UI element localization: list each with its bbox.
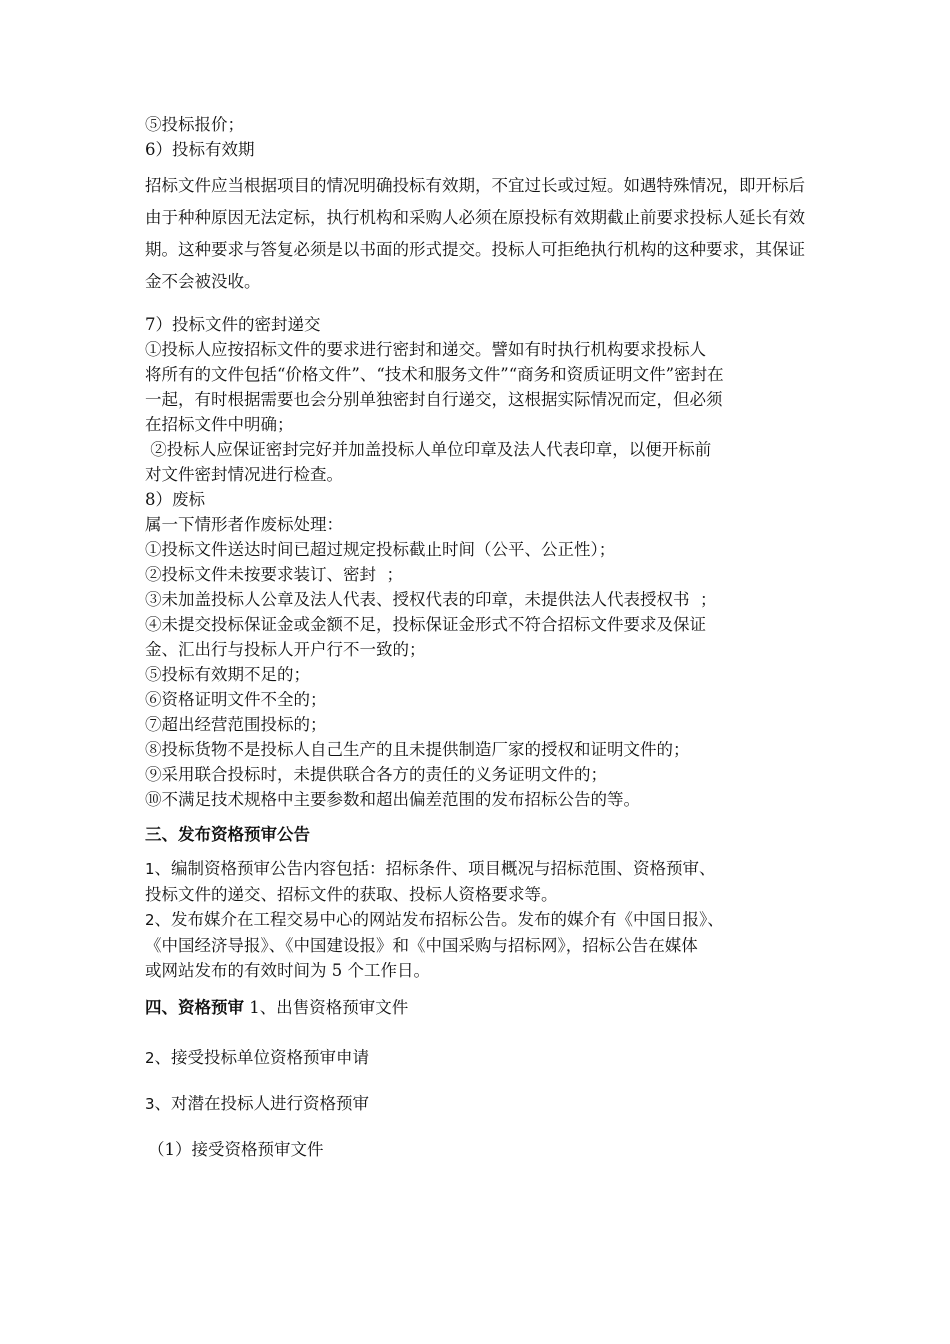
void-item: ⑩不满足技术规格中主要参数和超出偏差范围的发布招标公告的等。: [145, 790, 640, 809]
section-4-inline: 1、出售资格预审文件: [244, 998, 409, 1017]
void-item: ⑦超出经营范围投标的；: [145, 715, 327, 734]
section-4-title: 四、资格预审: [145, 998, 244, 1017]
section-3-item-cont: 《中国经济导报》、《中国建设报》和《中国采购与招标网》，招标公告在媒体: [145, 936, 698, 955]
void-item: ③未加盖投标人公章及法人代表、授权代表的印章，未提供法人代表授权书 ；: [145, 590, 717, 609]
void-item: ⑧投标货物不是投标人自己生产的且未提供制造厂家的授权和证明文件的；: [145, 740, 690, 759]
void-item: ⑥资格证明文件不全的；: [145, 690, 327, 709]
void-heading: 8）废标: [145, 490, 205, 509]
section-3-item: 2、发布媒介在工程交易中心的网站发布招标公告。发布的媒介有《中国日报》、: [145, 910, 724, 929]
document-page: [145, 112, 810, 1162]
void-item: ⑤投标有效期不足的；: [145, 665, 310, 684]
validity-paragraph: 招标文件应当根据项目的情况明确投标有效期，不宜过长或过短。如遇特殊情况，即开标后由于种种原因无法定标，执行机构和采购人必须在原投标有效期截止前要求投标人延长有效期。这种要求与答复必须是以书面的形式提交。投标人可拒绝执行机构的这种要求，其保证金不会被没收。: [145, 176, 805, 291]
seal-heading: 7）投标文件的密封递交: [145, 315, 321, 334]
seal-line: 一起，有时根据需要也会分别单独密封自行递交，这根据实际情况而定，但必须: [145, 390, 723, 409]
section-4-item: 2、接受投标单位资格预审申请: [145, 1048, 370, 1067]
void-item: ①投标文件送达时间已超过规定投标截止时间（公平、公正性）；: [145, 540, 616, 559]
void-item: ⑨采用联合投标时，未提供联合各方的责任的义务证明文件的；: [145, 765, 607, 784]
item-number: 1: [145, 860, 155, 878]
seal-line: 将所有的文件包括“价格文件”、“技术和服务文件”“商务和资质证明文件”密封在: [145, 365, 724, 384]
seal-line: ②投标人应保证密封完好并加盖投标人单位印章及法人代表印章，以便开标前: [145, 440, 712, 459]
last-item: （1）接受资格预审文件: [148, 1140, 324, 1159]
void-item: ④未提交投标保证金或金额不足，投标保证金形式不符合招标文件要求及保证: [145, 615, 706, 634]
bid-price-item: ⑤投标报价；: [145, 115, 244, 134]
void-item: ②投标文件未按要求装订、密封 ；: [145, 565, 403, 584]
void-item: 金、汇出行与投标人开户行不一致的；: [145, 640, 426, 659]
seal-line: 在招标文件中明确；: [145, 415, 294, 434]
section-3-item-cont: 投标文件的递交、招标文件的获取、投标人资格要求等。: [145, 885, 558, 904]
item-number: 2: [145, 911, 155, 929]
void-intro: 属一下情形者作废标处理：: [145, 515, 343, 534]
section-4-line: [145, 991, 810, 1025]
section-3-item: 1、编制资格预审公告内容包括：招标条件、项目概况与招标范围、资格预审、: [145, 859, 716, 878]
bid-validity-heading: 6）投标有效期: [145, 140, 255, 159]
seal-line: ①投标人应按招标文件的要求进行密封和递交。譬如有时执行机构要求投标人: [145, 340, 706, 359]
item-number: 2: [145, 1049, 155, 1067]
section-4-item: 3、对潜在投标人进行资格预审: [145, 1094, 370, 1113]
item-number: 3: [145, 1095, 155, 1113]
seal-line: 对文件密封情况进行检查。: [145, 465, 343, 484]
section-3-title: 三、发布资格预审公告: [145, 825, 310, 844]
section-3-item-cont: 或网站发布的有效时间为 5 个工作日。: [145, 961, 430, 980]
